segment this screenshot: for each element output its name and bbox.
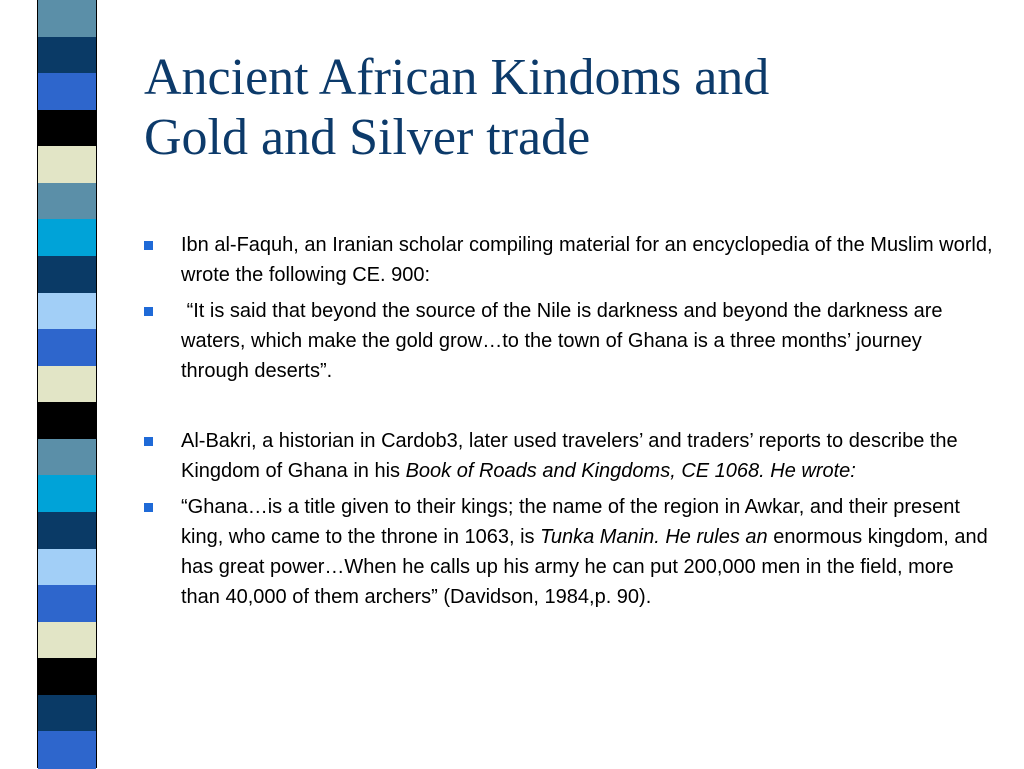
- bullet-item: [144, 492, 994, 612]
- square-bullet-icon: [144, 437, 153, 446]
- decorative-stripe: [38, 585, 96, 623]
- decorative-stripe-bar: [37, 0, 97, 768]
- slide-title-line-2: Gold and Silver trade: [144, 109, 591, 166]
- bullet-text: “It is said that beyond the source of the Nile is darkness and beyond the darkness are waters, which make the gold grow…to the town of Ghana is a three months’ journey through deserts”.: [181, 300, 949, 382]
- decorative-stripe: [38, 110, 96, 148]
- decorative-stripe: [38, 0, 96, 38]
- decorative-stripe: [38, 366, 96, 404]
- bullet-text: Ibn al-Faquh, an Iranian scholar compiling material for an encyclopedia of the Muslim world, wrote the following CE. 900:: [181, 234, 993, 286]
- decorative-stripe: [38, 731, 96, 769]
- bullet-text: “Ghana…is a title given to their kings; the name of the region in Awkar, and their present king, who came to the throne in 1063, is: [181, 496, 960, 548]
- decorative-stripe: [38, 622, 96, 660]
- bullet-item: [144, 296, 994, 386]
- decorative-stripe: [38, 146, 96, 184]
- square-bullet-icon: [144, 503, 153, 512]
- decorative-stripe: [38, 695, 96, 733]
- bullet-item: [144, 230, 994, 290]
- slide-title: [144, 48, 994, 168]
- book-title-italic: Book of Roads and Kingdoms, CE 1068. He wrote:: [405, 460, 856, 482]
- decorative-stripe: [38, 329, 96, 367]
- decorative-stripe: [38, 475, 96, 513]
- decorative-stripe: [38, 37, 96, 75]
- bullet-list: [144, 230, 994, 612]
- decorative-stripe: [38, 549, 96, 587]
- decorative-stripe: [38, 183, 96, 221]
- square-bullet-icon: [144, 307, 153, 316]
- slide-title-line-1: Ancient African Kindoms and: [144, 49, 770, 106]
- bullet-item: [144, 426, 994, 486]
- bullet-text-continued: enormous kingdom, and has great power…When he calls up his army he can put 200,000 men in the field, more than 40,000 of them archers” (Davidson, 1984,p. 90).: [181, 526, 988, 608]
- decorative-stripe: [38, 293, 96, 331]
- king-name-italic: Tunka Manin. He rules an: [540, 526, 768, 548]
- decorative-stripe: [38, 512, 96, 550]
- decorative-stripe: [38, 439, 96, 477]
- bullet-text: Al-Bakri, a historian in Cardob3, later used travelers’ and traders’ reports to describe the Kingdom of Ghana in his: [181, 430, 958, 482]
- decorative-stripe: [38, 73, 96, 111]
- decorative-stripe: [38, 402, 96, 440]
- decorative-stripe: [38, 219, 96, 257]
- decorative-stripe: [38, 256, 96, 294]
- decorative-stripe: [38, 658, 96, 696]
- square-bullet-icon: [144, 241, 153, 250]
